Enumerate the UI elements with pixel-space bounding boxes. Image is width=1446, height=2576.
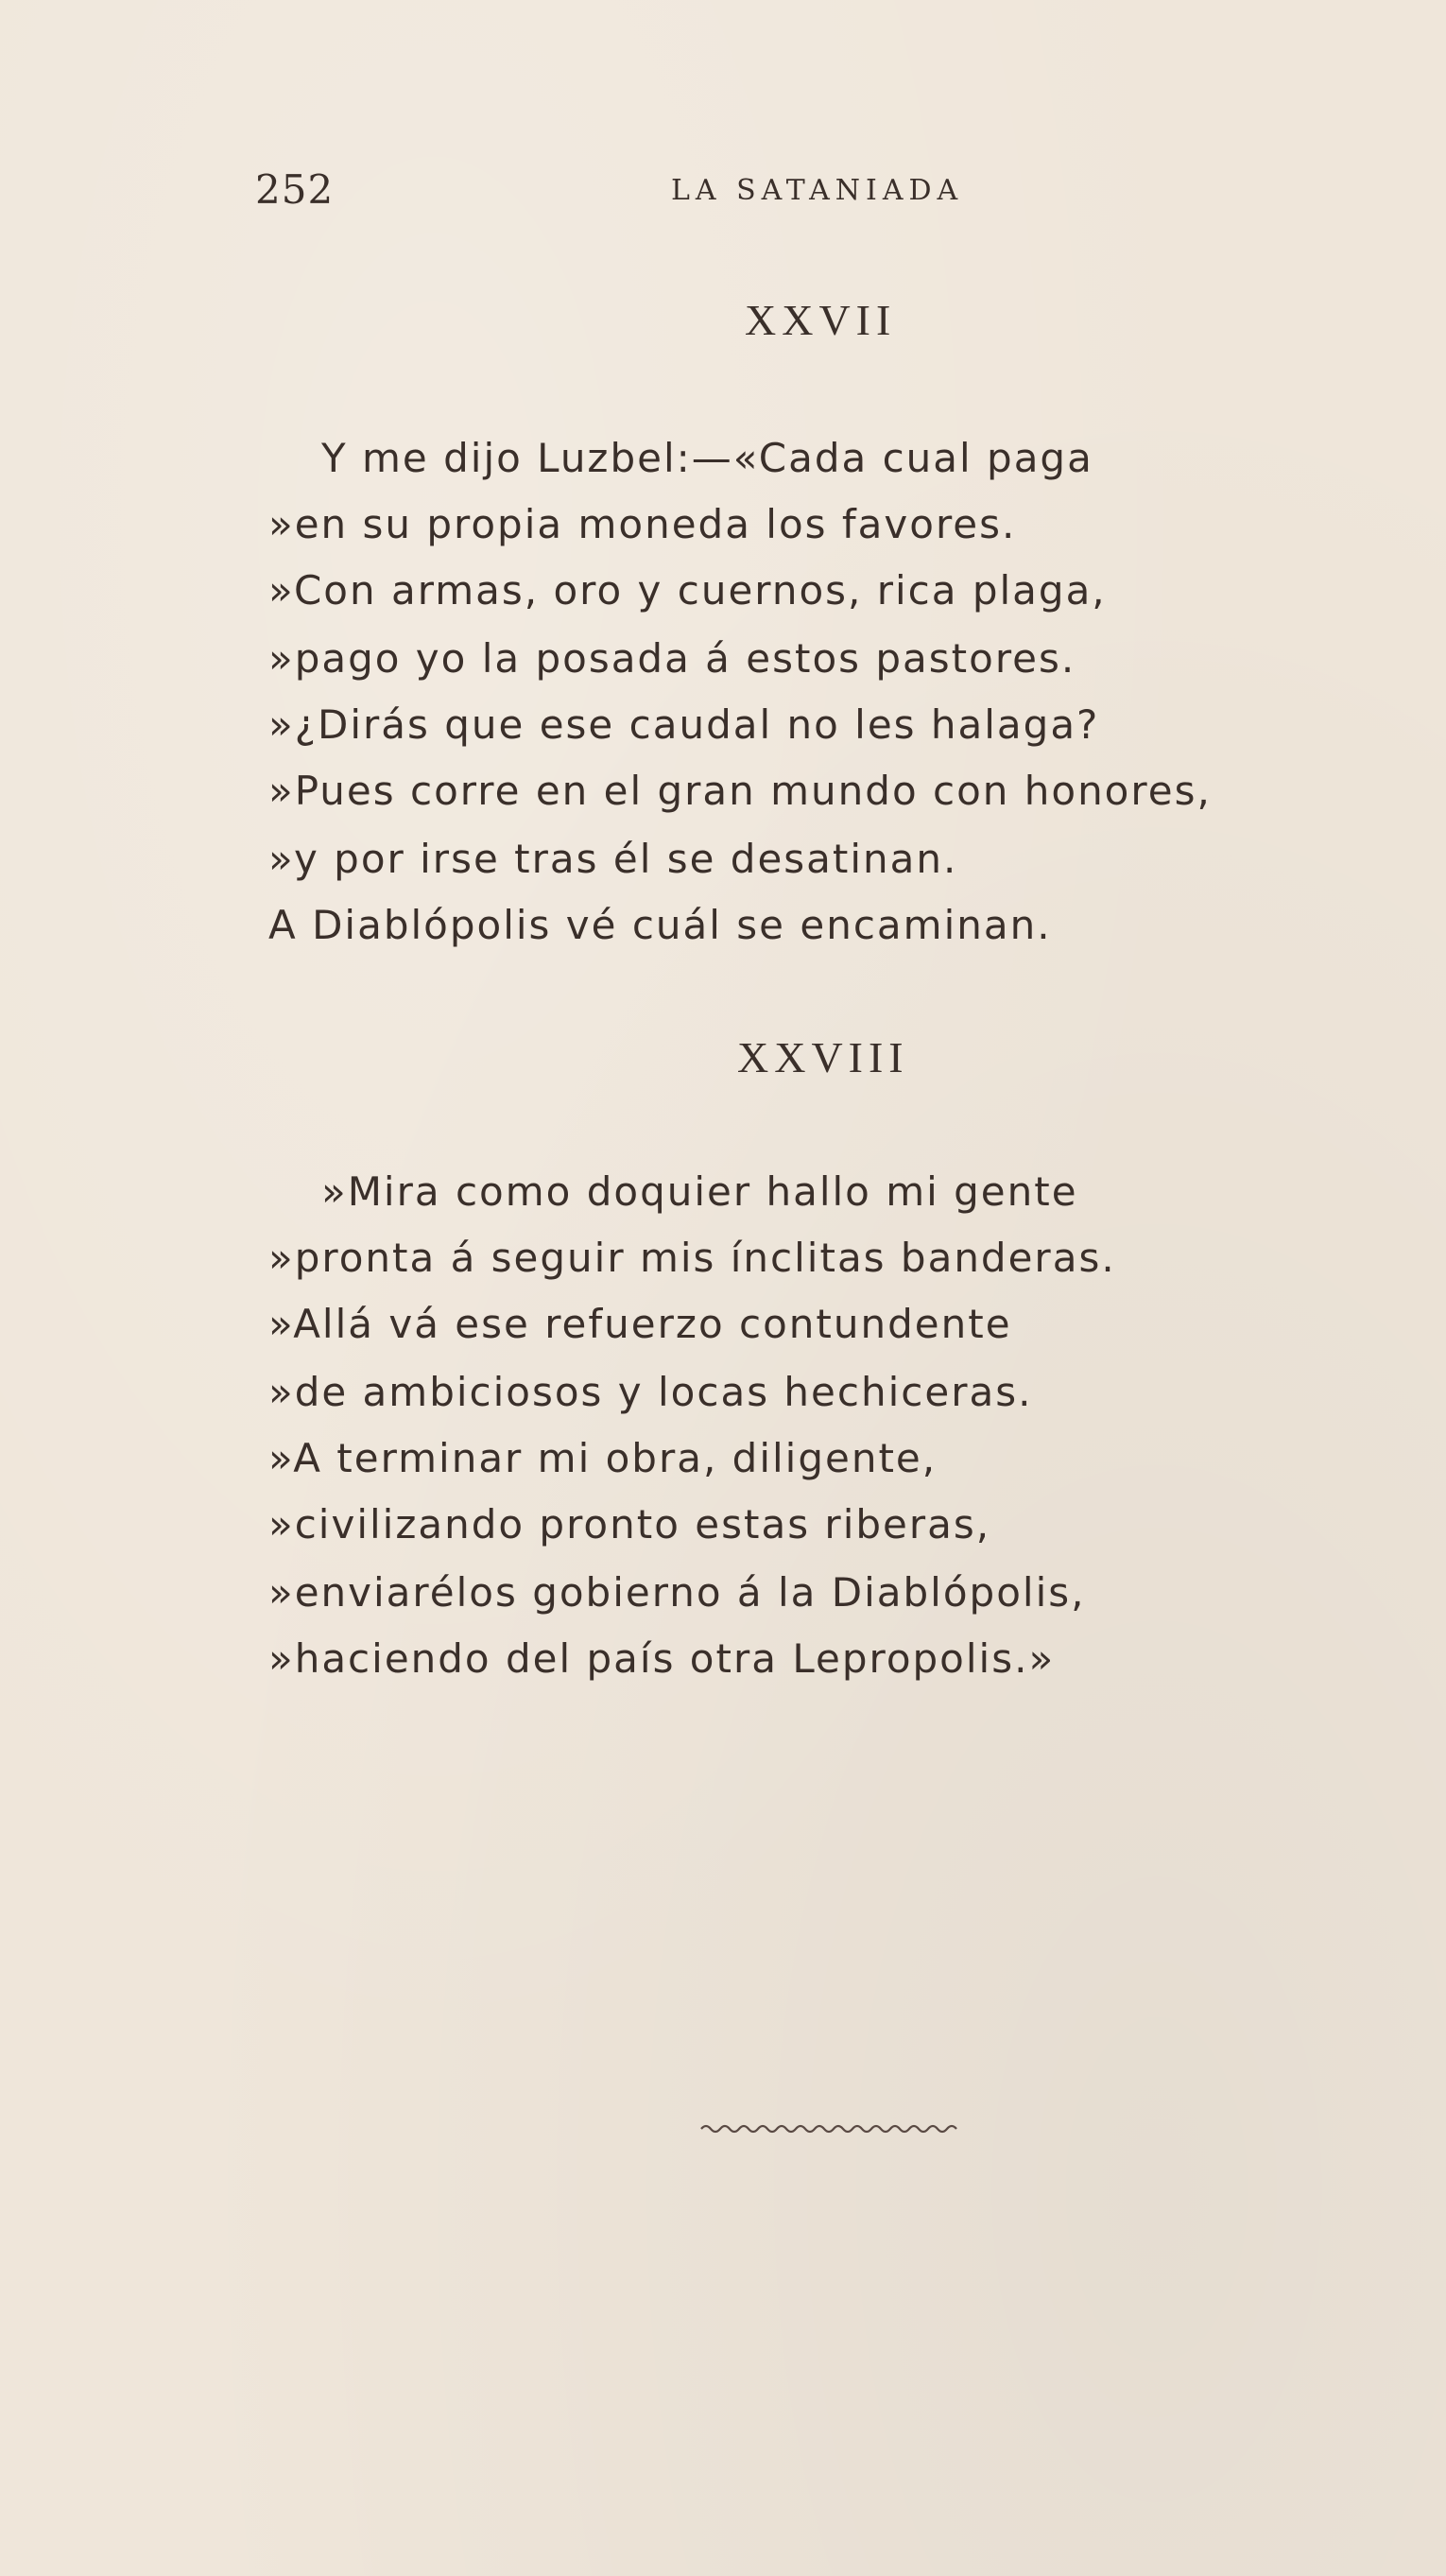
verse-line: »enviarélos gobierno á la Diablópolis, (268, 1569, 1086, 1616)
verse-line: »civilizando pronto estas riberas, (268, 1501, 991, 1547)
verse-line: »en su propia moneda los favores. (268, 501, 1017, 547)
verse-line: »Pues corre en el gran mundo con honores, (268, 768, 1212, 814)
verse-line: »haciendo del país otra Lepropolis.» (268, 1635, 1056, 1682)
tailpiece-ornament-icon (699, 2116, 959, 2138)
verse-line: »¿Dirás que ese caudal no les halaga? (268, 701, 1100, 748)
verse-line: »pronta á seguir mis ínclitas banderas. (268, 1235, 1116, 1281)
verse-line: A Diablópolis vé cuál se encaminan. (268, 902, 1052, 948)
page-number: 252 (255, 166, 335, 213)
verse-line: »Con armas, oro y cuernos, rica plaga, (268, 567, 1107, 614)
verse-line: »Mira como doquier hallo mi gente (321, 1168, 1078, 1215)
verse-line: »Allá vá ese refuerzo contundente (268, 1301, 1012, 1347)
verse-line: »A terminar mi obra, diligente, (268, 1435, 938, 1481)
stanza-number-xxviii: XXVIII (737, 1033, 909, 1081)
stanza-number-xxvii: XXVII (745, 296, 897, 344)
running-title: LA SATANIADA (671, 174, 964, 207)
verse-line: Y me dijo Luzbel:—«Cada cual paga (321, 435, 1093, 481)
verse-line: »y por irse tras él se desatinan. (268, 836, 958, 882)
verse-line: »pago yo la posada á estos pastores. (268, 635, 1076, 682)
running-head (255, 166, 973, 223)
verse-line: »de ambiciosos y locas hechiceras. (268, 1369, 1033, 1415)
